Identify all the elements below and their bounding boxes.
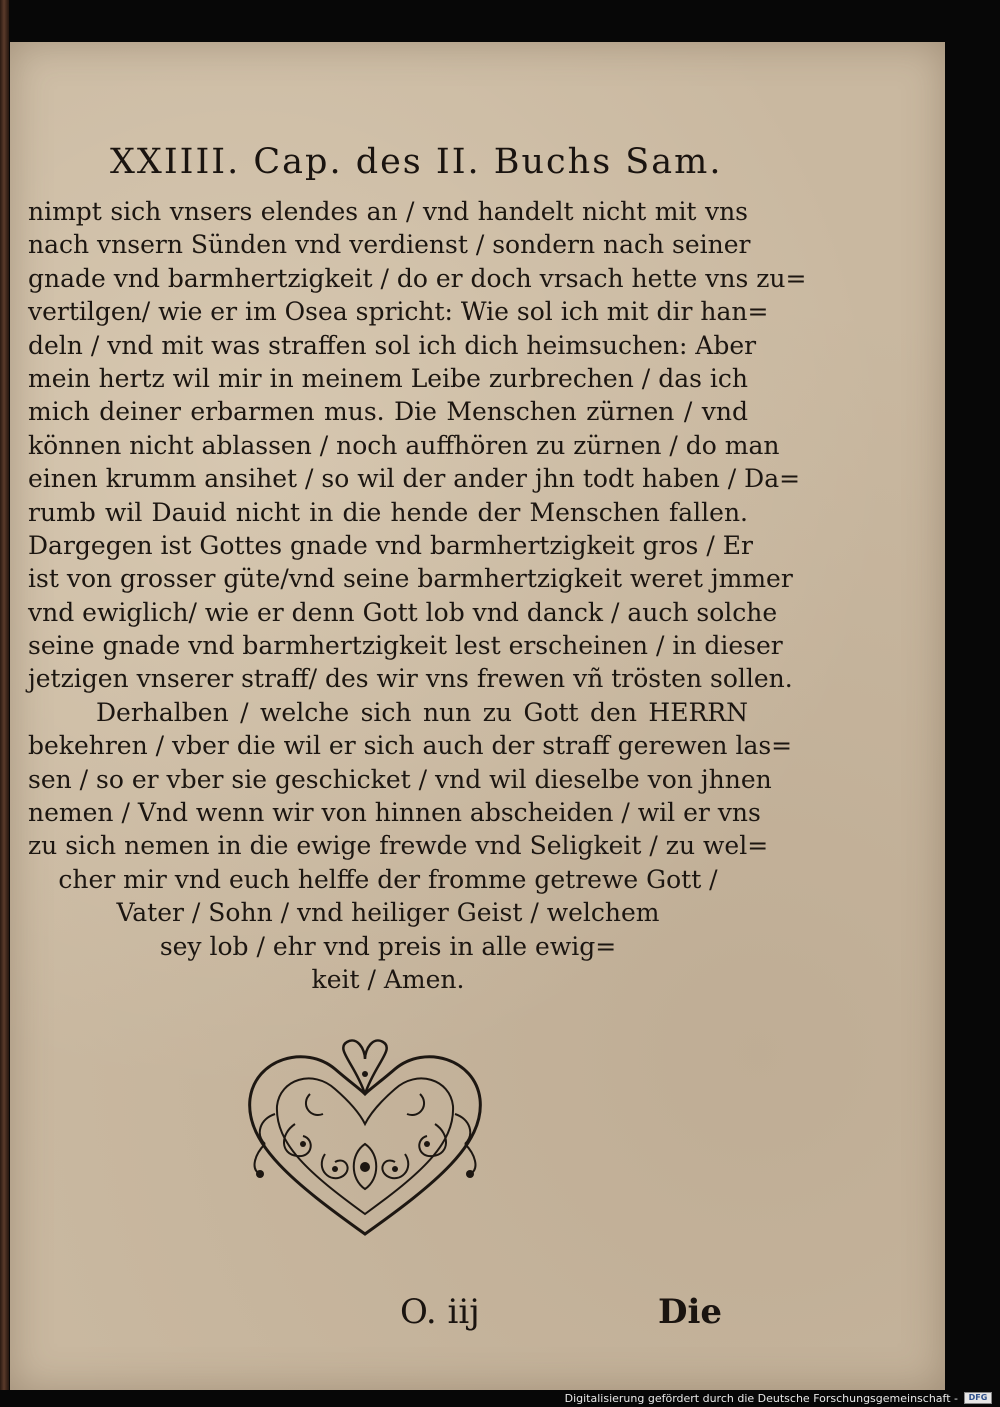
book-edge	[0, 0, 9, 1390]
text-line: mein hertz wil mir in meinem Leibe zurbrechen / das ich	[28, 363, 748, 393]
text-line: vertilgen/ wie er im Osea spricht: Wie sol ich mit dir han=	[28, 297, 769, 327]
signature-mark: O. iij	[400, 1292, 480, 1332]
text-line: nemen / Vnd wenn wir von hinnen abscheiden / wil er vns	[28, 798, 761, 828]
paragraph-start-line: Derhalben / welche sich nun zu Gott den HERRN	[96, 697, 748, 727]
text-line: einen krumm ansihet / so wil der ander jhn todt haben / Da=	[28, 464, 801, 494]
text-line: gnade vnd barmhertzigkeit / do er doch vrsach hette vns zu=	[28, 263, 807, 293]
text-line: Dargegen ist Gottes gnade vnd barmhertzigkeit gros / Er	[28, 530, 753, 560]
text-line: deln / vnd mit was straffen sol ich dich heimsuchen: Aber	[28, 330, 757, 360]
running-head: XXIIII. Cap. des II. Buchs Sam.	[110, 142, 723, 182]
dfg-logo-icon: DFG	[964, 1392, 992, 1404]
tail-line: cher mir vnd euch helffe der fromme getrewe Gott /	[58, 864, 718, 894]
tail-line: Vater / Sohn / vnd heiliger Geist / welchem	[116, 898, 660, 928]
text-line: mich deiner erbarmen mus. Die Menschen zürnen / vnd	[28, 397, 748, 427]
text-line: nimpt sich vnsers elendes an / vnd handelt nicht mit vns	[28, 197, 748, 226]
ornament-icon	[235, 1034, 495, 1242]
text-line: vnd ewiglich/ wie er denn Gott lob vnd danck / auch solche	[28, 597, 778, 627]
text-line: jetzigen vnserer straff/ des wir vns frewen vñ trösten sollen.	[28, 664, 793, 694]
text-line: ist von grosser güte/vnd seine barmhertzigkeit weret jmmer	[28, 564, 793, 594]
text-line: bekehren / vber die wil er sich auch der straff gerewen las=	[28, 731, 793, 761]
text-line: können nicht ablassen / noch auffhören zu zürnen / do man	[28, 430, 780, 460]
catchword: Die	[658, 1292, 723, 1332]
text-line: nach vnsern Sünden vnd verdienst / sondern nach seiner	[28, 230, 751, 260]
text-line: sen / so er vber sie geschicket / vnd wil dieselbe von jhnen	[28, 764, 772, 794]
tail-line: keit / Amen.	[311, 964, 465, 994]
text-line: zu sich nemen in die ewige frewde vnd Seligkeit / zu wel=	[28, 831, 769, 861]
text-line: rumb wil Dauid nicht in die hende der Menschen fallen.	[28, 497, 748, 527]
book-page	[10, 42, 945, 1391]
footer-bar	[0, 1390, 1000, 1407]
body-text	[28, 195, 807, 996]
tail-line: sey lob / ehr vnd preis in alle ewig=	[159, 931, 617, 961]
text-line: seine gnade vnd barmhertzigkeit lest erscheinen / in dieser	[28, 631, 783, 661]
funding-credit: Digitalisierung gefördert durch die Deutsche Forschungsgemeinschaft -	[564, 1392, 958, 1405]
tapered-ending	[28, 863, 748, 997]
